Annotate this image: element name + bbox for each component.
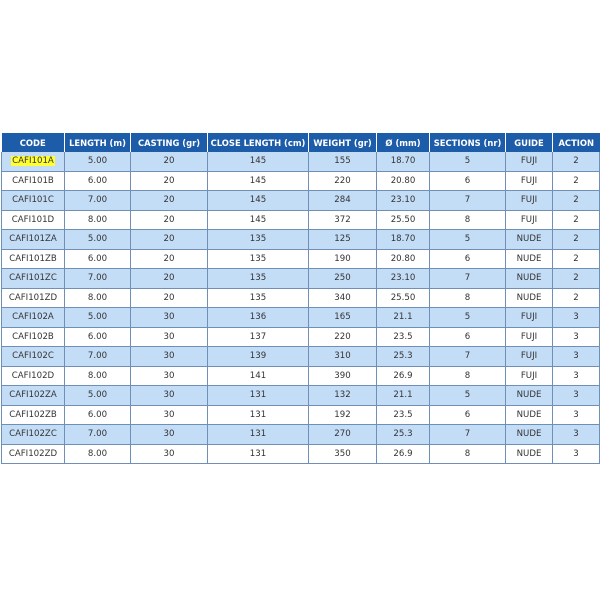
cell-length: 5.00 [65, 152, 131, 171]
cell-sections: 8 [430, 288, 506, 308]
cell-length: 5.00 [65, 308, 131, 328]
cell-guide: NUDE [506, 386, 553, 406]
table-row [2, 308, 600, 328]
header-row [2, 133, 600, 152]
cell-close-length: 141 [208, 366, 309, 386]
cell-diameter: 25.3 [377, 347, 430, 367]
cell-action: 2 [553, 210, 600, 230]
cell-length: 7.00 [65, 425, 131, 445]
cell-casting: 30 [131, 444, 208, 464]
cell-length: 5.00 [65, 386, 131, 406]
cell-action: 3 [553, 444, 600, 464]
cell-weight: 270 [309, 425, 377, 445]
cell-casting: 20 [131, 171, 208, 191]
cell-weight: 350 [309, 444, 377, 464]
cell-length: 8.00 [65, 288, 131, 308]
cell-sections: 6 [430, 171, 506, 191]
table-row [2, 366, 600, 386]
cell-diameter: 25.3 [377, 425, 430, 445]
cell-weight: 192 [309, 405, 377, 425]
cell-code: CAFI101B [2, 171, 65, 191]
cell-close-length: 131 [208, 444, 309, 464]
column-header-guide: GUIDE [506, 133, 553, 152]
cell-diameter: 26.9 [377, 444, 430, 464]
cell-diameter: 20.80 [377, 249, 430, 269]
cell-code: CAFI101ZD [2, 288, 65, 308]
cell-code: CAFI102A [2, 308, 65, 328]
cell-sections: 8 [430, 444, 506, 464]
cell-guide: FUJI [506, 191, 553, 211]
column-header-length: LENGTH (m) [65, 133, 131, 152]
cell-casting: 30 [131, 386, 208, 406]
cell-close-length: 137 [208, 327, 309, 347]
table-row [2, 405, 600, 425]
cell-close-length: 135 [208, 230, 309, 250]
cell-weight: 220 [309, 327, 377, 347]
cell-close-length: 135 [208, 249, 309, 269]
cell-guide: FUJI [506, 347, 553, 367]
column-header-weight: WEIGHT (gr) [309, 133, 377, 152]
highlighted-code: CAFI101A [12, 156, 54, 167]
cell-casting: 30 [131, 425, 208, 445]
cell-code: CAFI101C [2, 191, 65, 211]
cell-code [2, 152, 65, 171]
cell-sections: 7 [430, 347, 506, 367]
cell-code: CAFI101D [2, 210, 65, 230]
cell-casting: 20 [131, 249, 208, 269]
cell-sections: 8 [430, 210, 506, 230]
cell-close-length: 135 [208, 269, 309, 289]
table-row [2, 347, 600, 367]
cell-guide: NUDE [506, 288, 553, 308]
cell-guide: FUJI [506, 366, 553, 386]
table-row [2, 327, 600, 347]
column-header-close-length: CLOSE LENGTH (cm) [208, 133, 309, 152]
cell-code: CAFI102ZA [2, 386, 65, 406]
cell-diameter: 26.9 [377, 366, 430, 386]
cell-casting: 30 [131, 366, 208, 386]
cell-code: CAFI101ZA [2, 230, 65, 250]
table-row [2, 288, 600, 308]
cell-action: 2 [553, 269, 600, 289]
cell-close-length: 145 [208, 152, 309, 171]
cell-length: 7.00 [65, 191, 131, 211]
cell-action: 3 [553, 386, 600, 406]
cell-guide: NUDE [506, 249, 553, 269]
cell-weight: 132 [309, 386, 377, 406]
cell-sections: 6 [430, 327, 506, 347]
cell-sections: 5 [430, 308, 506, 328]
cell-casting: 20 [131, 269, 208, 289]
cell-length: 7.00 [65, 269, 131, 289]
table-row [2, 152, 600, 171]
cell-diameter: 18.70 [377, 152, 430, 171]
table-row [2, 425, 600, 445]
cell-guide: FUJI [506, 210, 553, 230]
cell-guide: NUDE [506, 405, 553, 425]
cell-casting: 30 [131, 405, 208, 425]
cell-sections: 8 [430, 366, 506, 386]
cell-code: CAFI101ZB [2, 249, 65, 269]
cell-diameter: 18.70 [377, 230, 430, 250]
cell-casting: 30 [131, 327, 208, 347]
cell-guide: NUDE [506, 425, 553, 445]
cell-guide: FUJI [506, 327, 553, 347]
cell-action: 3 [553, 327, 600, 347]
column-header-code: CODE [2, 133, 65, 152]
cell-sections: 5 [430, 386, 506, 406]
cell-action: 3 [553, 405, 600, 425]
spec-table [1, 133, 600, 464]
cell-diameter: 25.50 [377, 210, 430, 230]
cell-casting: 30 [131, 308, 208, 328]
cell-weight: 220 [309, 171, 377, 191]
cell-weight: 390 [309, 366, 377, 386]
cell-action: 2 [553, 152, 600, 171]
cell-close-length: 131 [208, 425, 309, 445]
table-row [2, 444, 600, 464]
table-row [2, 210, 600, 230]
cell-weight: 310 [309, 347, 377, 367]
cell-guide: NUDE [506, 444, 553, 464]
column-header-diameter: Ø (mm) [377, 133, 430, 152]
cell-casting: 30 [131, 347, 208, 367]
column-header-casting: CASTING (gr) [131, 133, 208, 152]
cell-guide: FUJI [506, 152, 553, 171]
table-row [2, 386, 600, 406]
cell-close-length: 139 [208, 347, 309, 367]
cell-sections: 6 [430, 249, 506, 269]
cell-sections: 7 [430, 191, 506, 211]
cell-length: 8.00 [65, 210, 131, 230]
cell-diameter: 23.5 [377, 327, 430, 347]
table-row [2, 230, 600, 250]
cell-close-length: 131 [208, 386, 309, 406]
cell-action: 3 [553, 425, 600, 445]
table-body [2, 152, 600, 464]
cell-guide: NUDE [506, 269, 553, 289]
cell-code: CAFI101ZC [2, 269, 65, 289]
cell-casting: 20 [131, 191, 208, 211]
cell-action: 2 [553, 249, 600, 269]
cell-sections: 7 [430, 269, 506, 289]
cell-casting: 20 [131, 230, 208, 250]
cell-length: 6.00 [65, 249, 131, 269]
cell-weight: 165 [309, 308, 377, 328]
cell-diameter: 23.5 [377, 405, 430, 425]
cell-guide: NUDE [506, 230, 553, 250]
cell-length: 7.00 [65, 347, 131, 367]
cell-casting: 20 [131, 210, 208, 230]
cell-close-length: 145 [208, 171, 309, 191]
cell-sections: 5 [430, 230, 506, 250]
cell-length: 6.00 [65, 327, 131, 347]
cell-action: 3 [553, 366, 600, 386]
cell-diameter: 25.50 [377, 288, 430, 308]
cell-action: 2 [553, 288, 600, 308]
table-row [2, 171, 600, 191]
cell-close-length: 135 [208, 288, 309, 308]
cell-weight: 340 [309, 288, 377, 308]
cell-diameter: 20.80 [377, 171, 430, 191]
cell-sections: 7 [430, 425, 506, 445]
cell-weight: 250 [309, 269, 377, 289]
cell-weight: 372 [309, 210, 377, 230]
column-header-sections: SECTIONS (nr) [430, 133, 506, 152]
cell-action: 2 [553, 171, 600, 191]
table-row [2, 269, 600, 289]
cell-action: 2 [553, 191, 600, 211]
cell-sections: 5 [430, 152, 506, 171]
cell-casting: 20 [131, 152, 208, 171]
cell-close-length: 145 [208, 210, 309, 230]
cell-diameter: 23.10 [377, 191, 430, 211]
cell-sections: 6 [430, 405, 506, 425]
table-row [2, 249, 600, 269]
table-row [2, 191, 600, 211]
cell-length: 6.00 [65, 171, 131, 191]
cell-guide: FUJI [506, 308, 553, 328]
cell-code: CAFI102ZD [2, 444, 65, 464]
cell-length: 6.00 [65, 405, 131, 425]
cell-code: CAFI102ZB [2, 405, 65, 425]
cell-close-length: 131 [208, 405, 309, 425]
cell-code: CAFI102B [2, 327, 65, 347]
cell-close-length: 145 [208, 191, 309, 211]
cell-action: 3 [553, 308, 600, 328]
cell-weight: 155 [309, 152, 377, 171]
cell-action: 2 [553, 230, 600, 250]
cell-length: 5.00 [65, 230, 131, 250]
cell-casting: 20 [131, 288, 208, 308]
cell-guide: FUJI [506, 171, 553, 191]
cell-length: 8.00 [65, 444, 131, 464]
cell-weight: 284 [309, 191, 377, 211]
cell-diameter: 21.1 [377, 386, 430, 406]
cell-diameter: 23.10 [377, 269, 430, 289]
column-header-action: ACTION [553, 133, 600, 152]
cell-weight: 125 [309, 230, 377, 250]
cell-weight: 190 [309, 249, 377, 269]
cell-action: 3 [553, 347, 600, 367]
cell-code: CAFI102D [2, 366, 65, 386]
cell-diameter: 21.1 [377, 308, 430, 328]
cell-close-length: 136 [208, 308, 309, 328]
cell-code: CAFI102ZC [2, 425, 65, 445]
cell-length: 8.00 [65, 366, 131, 386]
cell-code: CAFI102C [2, 347, 65, 367]
